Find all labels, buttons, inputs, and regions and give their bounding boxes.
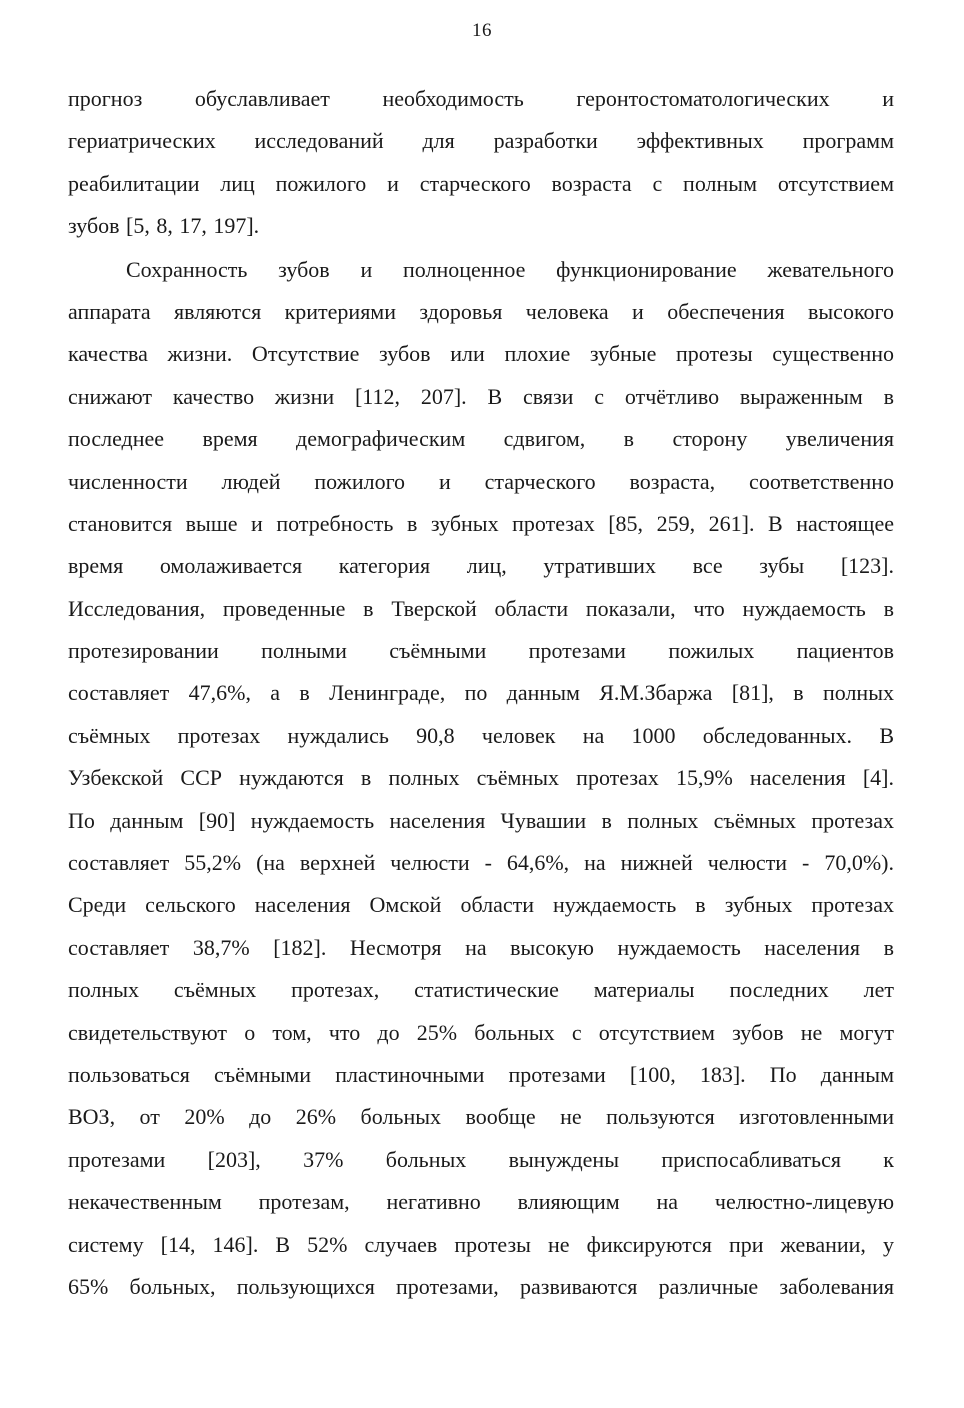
text-line: Сохранность зубов и полноценное функционирование жевательного xyxy=(126,256,894,282)
text-line: время омолаживается категория лиц, утративших все зубы [123]. xyxy=(68,553,894,579)
text-line: Среди сельского населения Омской области нуждаемость в зубных протезах xyxy=(68,892,894,918)
text-line: зубов [5, 8, 17, 197]. xyxy=(68,213,260,239)
text-line: съёмных протезах нуждались 90,8 человек на 1000 обследованных. В xyxy=(68,722,894,748)
text-line: численности людей пожилого и старческого возраста, соответственно xyxy=(68,468,894,494)
text-line: протезировании полными съёмными протезами пожилых пациентов xyxy=(68,638,894,664)
text-line: пользоваться съёмными пластиночными протезами [100, 183]. По данным xyxy=(68,1061,894,1087)
text-line: свидетельствуют о том, что до 25% больных с отсутствием зубов не могут xyxy=(68,1019,894,1045)
document-body xyxy=(68,78,894,1308)
text-line: ВОЗ, от 20% до 26% больных вообще не пользуются изготовленными xyxy=(68,1104,894,1130)
text-line: составляет 38,7% [182]. Несмотря на высокую нуждаемость населения в xyxy=(68,934,894,960)
text-line: полных съёмных протезах, статистические материалы последних лет xyxy=(68,977,894,1003)
text-line: Исследования, проведенные в Тверской области показали, что нуждаемость в xyxy=(68,595,894,621)
text-line: составляет 47,6%, а в Ленинграде, по данным Я.М.Збаржа [81], в полных xyxy=(68,680,894,706)
page-number: 16 xyxy=(472,20,492,41)
text-line: становится выше и потребность в зубных протезах [85, 259, 261]. В настоящее xyxy=(68,510,894,536)
text-line: Узбекской ССР нуждаются в полных съёмных протезах 15,9% населения [4]. xyxy=(68,765,894,791)
text-line: систему [14, 146]. В 52% случаев протезы не фиксируются при жевании, у xyxy=(68,1231,894,1257)
text-line: прогноз обуславливает необходимость геронтостоматологических и xyxy=(68,86,894,111)
text-line: реабилитации лиц пожилого и старческого возраста с полным отсутствием xyxy=(68,170,894,196)
text-line: составляет 55,2% (на верхней челюсти - 64,6%, на нижней челюсти - 70,0%). xyxy=(68,850,894,876)
text-line: протезами [203], 37% больных вынуждены приспосабливаться к xyxy=(68,1146,894,1172)
text-line: 65% больных, пользующихся протезами, развиваются различные заболевания xyxy=(68,1273,894,1299)
text-line: гериатрических исследований для разработки эффективных программ xyxy=(68,128,894,154)
text-line: снижают качество жизни [112, 207]. В связи с отчётливо выраженным в xyxy=(68,383,894,409)
text-line: качества жизни. Отсутствие зубов или плохие зубные протезы существенно xyxy=(68,341,894,367)
text-line: некачественным протезам, негативно влияющим на челюстно-лицевую xyxy=(68,1189,894,1215)
text-line: аппарата являются критериями здоровья человека и обеспечения высокого xyxy=(68,298,894,324)
paragraph-1 xyxy=(68,78,894,248)
text-line: последнее время демографическим сдвигом, в сторону увеличения xyxy=(68,426,894,452)
paragraph-2 xyxy=(68,249,894,1309)
text-line: По данным [90] нуждаемость населения Чувашии в полных съёмных протезах xyxy=(68,807,894,833)
